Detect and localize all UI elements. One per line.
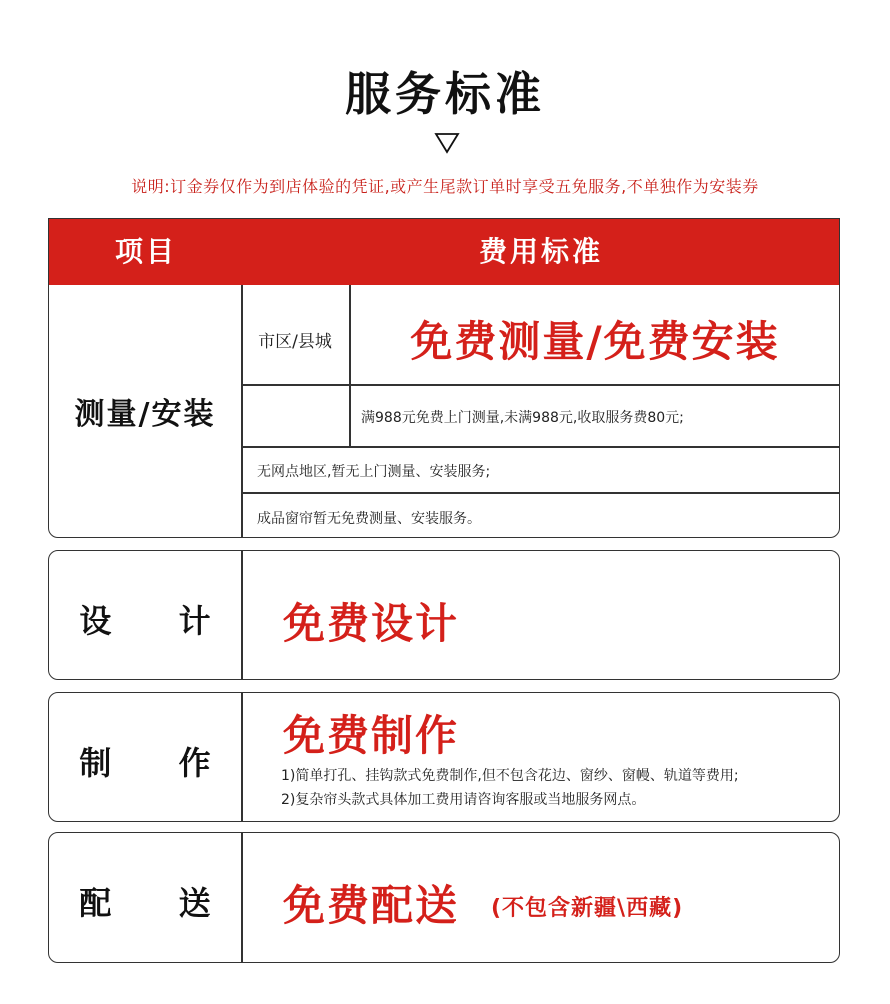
make-note-2: 2)复杂帘头款式具体加工费用请咨询客服或当地服务网点。 <box>281 792 646 808</box>
free-make-value: 免费制作 <box>283 711 460 760</box>
make-note-1: 1)简单打孔、挂钩款式免费制作,但不包含花边、窗纱、窗幔、轨道等费用; <box>281 768 739 784</box>
make-row <box>48 692 840 822</box>
delivery-exclusion: (不包含新疆\西藏) <box>491 896 684 921</box>
delivery-row <box>48 832 840 963</box>
free-delivery-value: 免费配送 <box>283 881 460 930</box>
make-label: 制 作 <box>79 744 239 782</box>
measure-install-label: 测量/安装 <box>74 397 216 432</box>
header-item: 项目 <box>114 235 177 268</box>
divider <box>241 384 840 386</box>
measure-install-table <box>48 218 840 538</box>
free-measure-install-value: 免费测量/免费安装 <box>410 317 780 366</box>
explanation-note: 说明:订金券仅作为到店体验的凭证,或产生尾款订单时享受五免服务,不单独作为安装券 <box>131 177 759 196</box>
divider <box>241 693 243 821</box>
fee-rule-text: 满988元免费上门测量,未满988元,收取服务费80元; <box>361 410 684 426</box>
table-header <box>49 219 839 285</box>
divider <box>241 551 243 679</box>
divider <box>241 285 243 538</box>
delivery-label: 配 送 <box>79 884 239 922</box>
city-county-label: 市区/县城 <box>258 332 332 352</box>
header-fee: 费用标准 <box>478 235 603 268</box>
finished-curtain-text: 成品窗帘暂无免费测量、安装服务。 <box>257 511 481 527</box>
divider <box>241 833 243 962</box>
page-title: 服务标准 <box>345 67 545 121</box>
divider <box>241 492 840 494</box>
divider <box>241 446 840 448</box>
no-outlet-text: 无网点地区,暂无上门测量、安装服务; <box>257 464 491 480</box>
design-row <box>48 550 840 680</box>
free-design-value: 免费设计 <box>283 599 460 648</box>
down-triangle-outline-icon <box>434 132 460 154</box>
design-label: 设 计 <box>79 602 239 640</box>
